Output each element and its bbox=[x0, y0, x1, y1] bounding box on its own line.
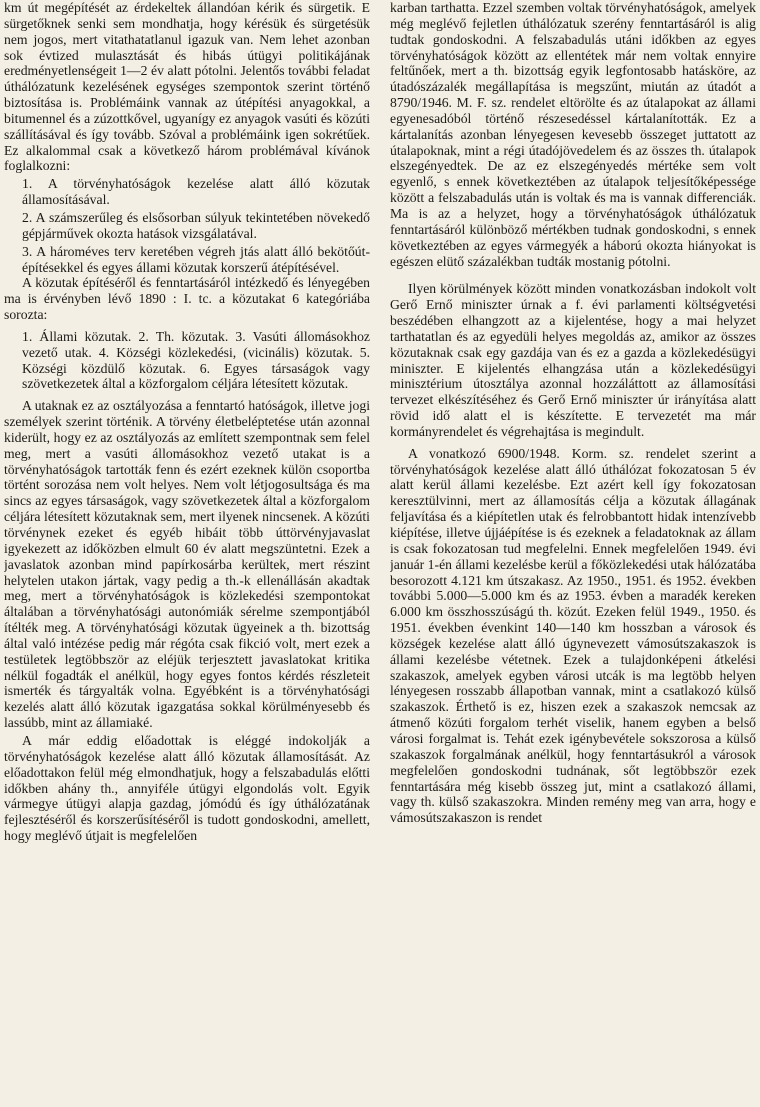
paragraph: A utaknak ez az osztályozása a fenntartó hatóságok, illetve jogi személyek szerint történik. A törvény életbeléptetése után azonnal kiderült, hogy ez az osztályozás az említett szempontnak sem felel meg, mert a vasúti állomásokhoz vezető utakat is a törvényhatóságok tartották fenn és ezért ezeknek külön csoportba történt sorozása nem volt helyes. Nem volt létjogosultsága és ma sincs az egyes társaságok, vagy szövetkezetek által a közforgalom céljára létesített közutaknak sem, mert ilyenek nincsenek. A közúti törvénynek ezeket és egyéb hibáit több úttörvényjavaslat igyekezett az időközben elmult 60 év alatt megszüntetni. Ezek a javaslatok azonban mind papírkosárba kerültek, mert részint helytelen utakon jártak, vagy pedig a th.-k ellenállásán akadtak meg, mert a törvényhatóságok is közlekedési szempontokat általában a törvényhatósági autonómiák sérelme szempontjából ítélték meg. A törvényhatósági közutak ügyeinek a th. bizottság által való intézése pedig már régóta csak fikció volt, mert ezek a testületek legtöbbször az eléjük terjesztett javaslatokat kritika nélkül fogadták el anélkül, hogy egyes fontos kérdés részleteit ismerték és tárgyalták volna. Egyébként is a törvényhatósági kezelés alatt álló közutak igazgatása sokkal körülményesebb és lassúbb, mint az államiaké. bbox=[4, 398, 370, 731]
paragraph: Ilyen körülmények között minden vonatkozásban indokolt volt Gerő Ernő miniszter úrnak a f. évi parlamenti költségvetési beszédében elhangzott az a kijelentése, hogy a mai helyzet tarthatatlan és az egyedüli helyes megoldás az, amikor az összes közutaknak csak egy gazdája van és ez a gazda a közlekedésügyi miniszter. E kijelentés elhangzása után a közlekedésügyi minisztérium útosztálya azonnal hozzáláttott az államosítási tervezet elkészítéséhez és Gerő Ernő miniszter úr irányítása alatt rövid idő alatt el is készítette. E tervezetét ma már kormányrendelet és végrehajtása is megindult. bbox=[390, 281, 756, 439]
paragraph: A közutak építéséről és fenntartásáról intézkedő és lényegében ma is érvényben lévő 1890 : I. tc. a közutakat 6 kategóriába sorozta: bbox=[4, 275, 370, 323]
list-item: 1. Állami közutak. 2. Th. közutak. 3. Vasúti állomásokhoz vezető utak. 4. Községi közlekedési, (vicinális) közutak. 5. Községi közdülő közutak. 6. Egyes társaságok vagy szövetkezetek által a közforgalom céljára létesített közutak. bbox=[22, 328, 370, 392]
paragraph: A vonatkozó 6900/1948. Korm. sz. rendelet szerint a törvényhatóságok kezelése alatt álló úthálózat fokozatosan 5 év alatt kerül állami kezelésbe. Ezt azért kell így fokozatosan keresztülvinni, mert az államosítás célja a közutak állagának feljavítása és a kiépítetlen utak és felrobbantott hidak intenzívebb kiépítése, illetve újjáépítése is és ezeknek a feladatoknak az állam is csak fokozatosan tud megfelelni. Ennek megfelelően 1949. évi január 1-én állami kezelésbe kerül a főközlekedési utak hálózatába besorozott 4.121 km útszakasz. Az 1950., 1951. és 1952. években további 5.000—5.000 km és az 1953. évben a maradék kereken 6.000 km összhosszúságú th. közút. Ezeken felül 1949., 1950. és 1951. években évenkint 140—140 km hosszban a városok és községek kezelése alatt álló úgynevezett vámosútszakaszok is állami kezelésbe vétetnek. Ezek a tulajdonképeni átkelési szakaszok, amelyek egyben városi utcák is ma legtöbb helyen lényegesen rosszabb állapotban vannak, mint a csatlakozó külső szakaszok. Érthető is ez, hiszen ezek a szakaszok nemcsak az átmenő közúti forgalom terhét viselik, hanem egyben a belső városi forgalmat is. Tehát ezek igénybevétele sokszorosa a külső szakaszok forgalmának anélkül, hogy fenntartásukról a városok megfelelően gondoskodni tudnának, sőt legtöbbször ezek fenntartására még kisebb összeg jut, mint a csatlakozó állami, vagy th. külső szakaszokra. Minden remény meg van arra, hogy e vámosútszakaszon is rendet bbox=[390, 445, 756, 826]
left-column bbox=[4, 0, 370, 1107]
list-item: 3. A hároméves terv keretében végreh jtás alatt álló bekötőút-építésekkel és egyes állami közutak korszerű átépítésével. bbox=[22, 243, 370, 275]
paragraph: km út megépítését az érdekeltek állandóan kérik és sürgetik. E sürgetőknek senki sem mondhatja, hogy kérésük és sürgetésük nem jogos, mert vitathatatlanul igazuk van. Nem lehet azonban sok évtized mulasztását és hibás útügyi politikájának eredményetlenségeit 1—2 év alatt pótolni. Jelentős további feladat úthálózatunk kezelésének egységes szempontok szerint történő biztosítása is. Problémáink vannak az útépítési anyagokkal, a bitumennel és a zúzottkővel, ugyanígy ez anyagok vasúti és közúti szállításával és így tovább. Szóval a problémáink igen sokrétűek. Ez alkalommal csak a következő három problémával kívánok foglalkozni: bbox=[4, 0, 370, 174]
right-column bbox=[390, 0, 756, 1107]
paragraph: A már eddig előadottak is eléggé indokolják a törvényhatóságok kezelése alatt álló közutak államosítását. Az előadottakon felül még elmondhatjuk, hogy a felszabadulás előtti időkben ahány th., annyiféle útügyi elgondolás volt. Egyik vármegye útügyi alapja gazdag, jómódú és így úthálózatának fejlesztéséről és korszerűsítéséről is tudott gondoskodni, amellett, hogy meglévő útjait is megfelelően bbox=[4, 732, 370, 844]
paragraph: karban tarthatta. Ezzel szemben voltak törvényhatóságok, amelyek még meglévő fejletlen úthálózatuk szerény fenntartásáról is alig tudtak gondoskodni. A felszabadulás utáni időkben az egyes törvényhatóságok között az ellentétek már nem voltak ennyire feltűnőek, mert a th. bizottság egyik legfontosabb hatásköre, az útadószázalék megállapítása is megszűnt, miután az útadót a 8790/1946. M. F. sz. rendelet eltörölte és az útalapokat az állami egyenesadóból történő részesedéssel kártalanították. Ez a kártalanítás azonban lényegesen kevesebb összeget juttatott az útalapoknak, mint a régi útadójövedelem és az összes th. útalapok elszegényedtek. De az ez elszegényedés mértéke sem volt egyenlő, s ennek következtében az útalapok teljesítőképessége között a felszabadulás után is voltak és ma is vannak differenciák. Ma is az a helyzet, hogy a törvényhatóságok úthálózatuk fenntartásáról különböző mértékben tudnak gondoskodni, s ennek következtében az egyes vármegyék a háború okozta hiányokat is egészen elütő százalékban tudták mostanig pótolni. bbox=[390, 0, 756, 269]
list-item: 2. A számszerűleg és elsősorban súlyuk tekintetében növekedő gépjárművek okozta hatások vizsgálatával. bbox=[22, 209, 370, 241]
list-item: 1. A törvényhatóságok kezelése alatt álló közutak államosításával. bbox=[22, 176, 370, 208]
